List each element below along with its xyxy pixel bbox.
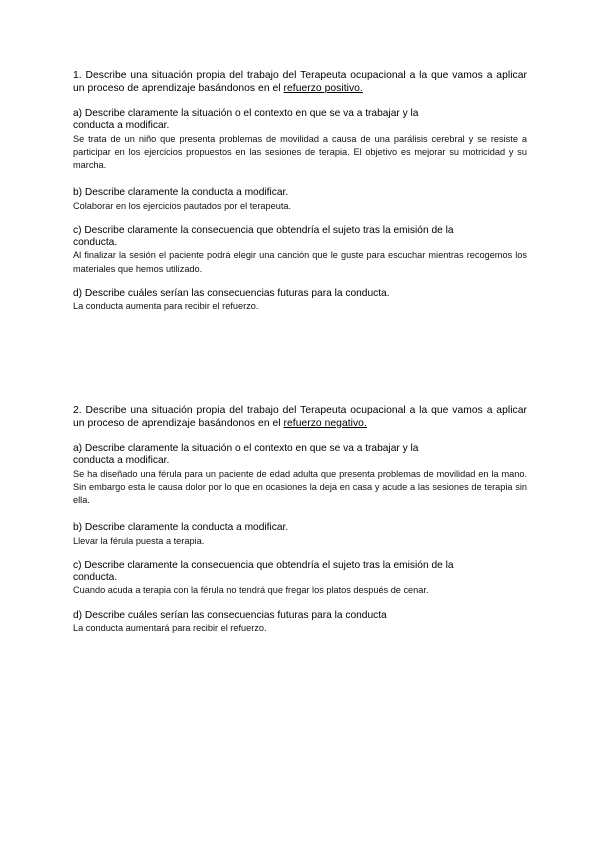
underlined-term: refuerzo positivo. <box>283 82 363 94</box>
subquestion-a-line1: a) Describe claramente la situación o el contexto en que se va a trabajar y la <box>73 108 419 119</box>
subsection-1b <box>73 187 527 213</box>
subquestion-b: b) Describe claramente la conducta a modificar. <box>73 187 289 199</box>
question-1: 1. Describe una situación propia del trabajo del Terapeuta ocupacional a la que vamos a aplicar un proceso de aprendizaje basándonos en el refuerzo positivo. <box>73 70 527 94</box>
answer-c: Cuando acuda a terapia con la férula no tendrá que fregar los platos después de cenar. <box>73 585 429 596</box>
subsection-1a <box>73 108 527 172</box>
answer-d: La conducta aumentará para recibir el refuerzo. <box>73 622 267 633</box>
subsection-2a <box>73 443 527 507</box>
subquestion-b: b) Describe claramente la conducta a modificar. <box>73 522 289 534</box>
subquestion-d: d) Describe cuáles serían las consecuencias futuras para la conducta <box>73 609 387 621</box>
subquestion-c-line2: conducta. <box>73 237 118 248</box>
answer-c: Al finalizar la sesión el paciente podrá elegir una canción que le guste para escuchar mientras recogemos los materiales que hemos utilizado. <box>73 250 527 274</box>
subsection-1d <box>73 288 527 314</box>
answer-b: Llevar la férula puesta a terapia. <box>73 535 205 546</box>
subquestion-a-line2: conducta a modificar. <box>73 120 170 132</box>
subquestion-c-line1: c) Describe claramente la consecuencia que obtendría el sujeto tras la emisión de la <box>73 559 454 571</box>
subsection-2c <box>73 560 527 598</box>
section-2 <box>73 405 527 646</box>
question-2: 2. Describe una situación propia del trabajo del Terapeuta ocupacional a la que vamos a aplicar un proceso de aprendizaje basándonos en el refuerzo negativo. <box>73 405 527 429</box>
subquestion-c-line1: c) Describe claramente la consecuencia que obtendría el sujeto tras la emisión de la <box>73 224 454 236</box>
subquestion-c-line2: conducta. <box>73 572 118 583</box>
subquestion-a-line1: a) Describe claramente la situación o el contexto en que se va a trabajar y la <box>73 443 419 454</box>
subquestion-d: d) Describe cuáles serían las consecuencias futuras para la conducta. <box>73 287 390 299</box>
answer-d: La conducta aumenta para recibir el refuerzo. <box>73 301 259 311</box>
subquestion-a-line2: conducta a modificar. <box>73 455 170 467</box>
underlined-term: refuerzo negativo. <box>283 417 367 429</box>
section-1 <box>73 70 527 324</box>
subsection-2d <box>73 610 527 636</box>
subsection-2b <box>73 522 527 548</box>
subsection-1c <box>73 225 527 276</box>
answer-b: Colaborar en los ejercicios pautados por el terapeuta. <box>73 200 292 211</box>
answer-a: Se trata de un niño que presenta problemas de movilidad a causa de una parálisis cerebral y se resiste a participar en los ejercicios propuestos en las sesiones de terapia. El objetivo es mejorar su motricidad y su marcha. <box>73 133 527 170</box>
answer-a: Se ha diseñado una férula para un paciente de edad adulta que presenta problemas de movilidad en la mano. Sin embargo esta le causa dolor por lo que en ocasiones la deja en casa y acude a las sesiones de terapia sin ella. <box>73 468 527 505</box>
